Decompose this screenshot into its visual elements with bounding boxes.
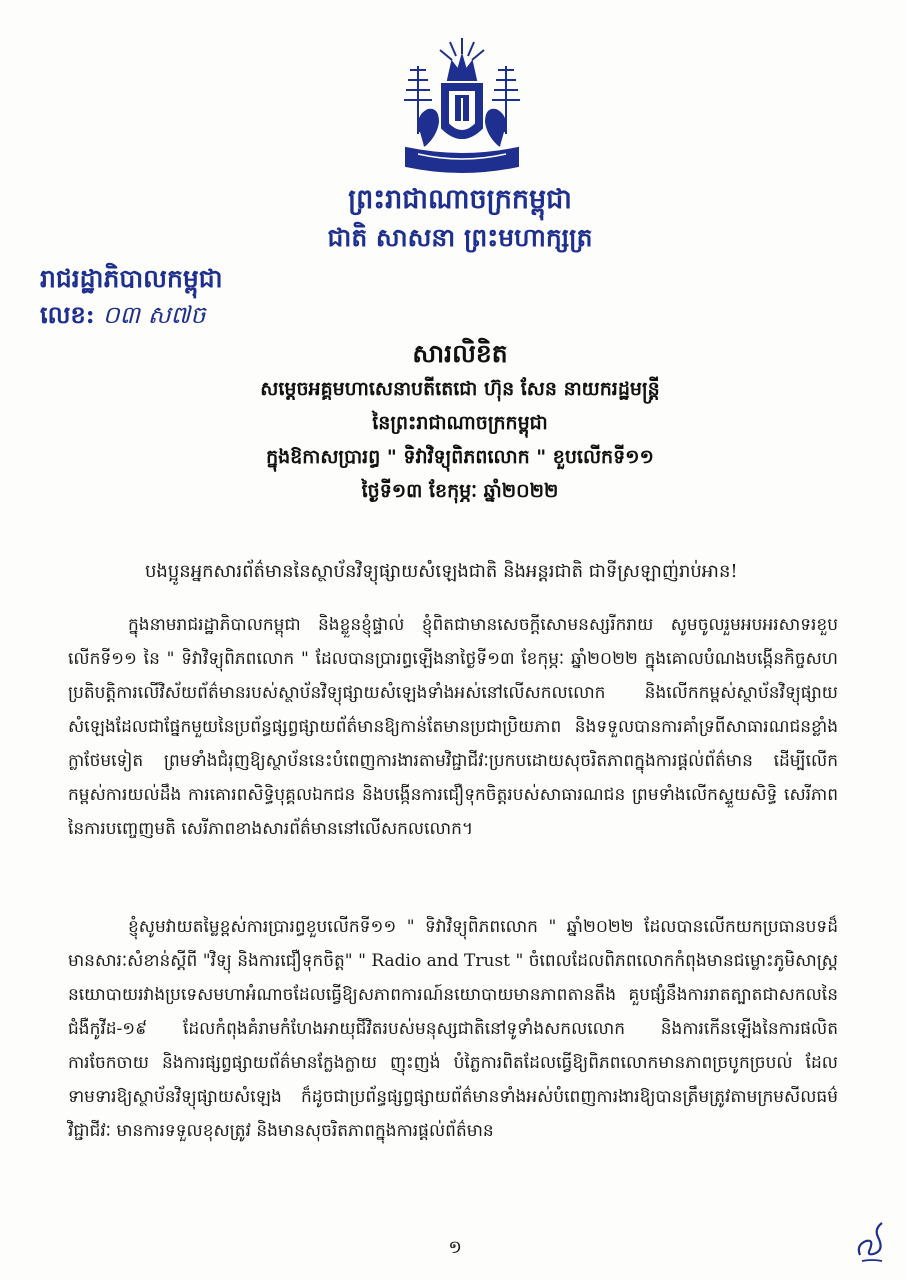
body-paragraph-2 xyxy=(68,910,838,1148)
handwritten-initials-icon xyxy=(852,1215,892,1265)
royal-coat-of-arms-icon xyxy=(398,36,526,178)
kingdom-heading: ព្រះរាជាណាចក្រកម្ពុជា xyxy=(348,184,572,215)
body-paragraph-1 xyxy=(68,608,838,846)
reference-number-label: លេខ: xyxy=(40,300,95,329)
document-title-occasion: ក្នុងឱកាសប្រារព្ធ " ទិវាវិទ្យុពិភពលោក " ខួបលើកទី១១ xyxy=(266,446,654,468)
salutation: បងប្អូនអ្នកសារព័ត៌មាននៃស្ថាប័នវិទ្យុផ្សាយសំឡេងជាតិ និងអន្តរជាតិ ជាទីស្រឡាញ់រាប់អាន! xyxy=(145,561,738,582)
document-title-kingdom: នៃព្រះរាជាណាចក្រកម្ពុជា xyxy=(372,412,548,434)
reference-number xyxy=(40,300,205,330)
document-title-date: ថ្ងៃទី១៣ ខែកុម្ភៈ ឆ្នាំ២០២២ xyxy=(361,480,559,502)
document-title: សារលិខិត xyxy=(412,339,508,368)
document-title-author: សម្តេចអគ្គមហាសេនាបតីតេជោ ហ៊ុន សែន នាយករដ្ឋមន្ត្រី xyxy=(260,378,660,400)
national-motto: ជាតិ សាសនា ព្រះមហាក្សត្រ xyxy=(327,223,593,252)
reference-number-value: ០៣ ស៧ច xyxy=(102,301,206,329)
sender-government-name: រាជរដ្ឋាភិបាលកម្ពុជា xyxy=(40,264,223,293)
paragraph-text: ខ្ញុំសូមវាយតម្លៃខ្ពស់ការប្រារព្ធខួបលើកទី១១ " ទិវាវិទ្យុពិភពលោក " ឆ្នាំ២០២២ ដែលបានលើកយកប្រធានបទដ៏មានសារៈសំខាន់ស្តីពី "វិទ្យុ និងការជឿទុកចិត្ត" " Radio and Trust " ចំពេលដែលពិភពលោកកំពុងមានជម្លោះភូមិសាស្ត្រនយោបាយរវាងប្រទេសមហាអំណាចដែលធ្វើឱ្យសភាពការណ៍នយោបាយមានភាពតានតឹង គួបផ្សំនឹងការរាតត្បាតជាសកលនៃជំងឺកូវីដ-១៩ ដែលកំពុងគំរាមកំហែងអាយុជីវិតរបស់មនុស្សជាតិនៅទូទាំងសកលលោក និងការកើនឡើងនៃការផលិត ការចែកចាយ និងការផ្សព្វផ្សាយព័ត៌មានក្លែងក្លាយ ញុះញង់ បំភ្លៃការពិតដែលធ្វើឱ្យពិភពលោកមានភាពច្របូកច្របល់ ដែលទាមទារឱ្យស្ថាប័នវិទ្យុផ្សាយសំឡេង ក៏ដូចជាប្រព័ន្ធផ្សព្វផ្សាយព័ត៌មានទាំងអស់បំពេញការងារឱ្យបានត្រឹមត្រូវតាមក្រមសីលធម៌ វិជ្ជាជីវៈ មានការទទួលខុសត្រូវ និងមានសុចរិតភាពក្នុងការផ្តល់ព័ត៌មាន xyxy=(68,917,838,1141)
page-number: ១ xyxy=(448,1237,462,1258)
paragraph-text: ក្នុងនាមរាជរដ្ឋាភិបាលកម្ពុជា និងខ្លួនខ្ញុំផ្ទាល់ ខ្ញុំពិតជាមានសេចក្តីសោមនស្សរីករាយ សូមចូលរួមអបអរសាទរខួបលើកទី១១ នៃ " ទិវាវិទ្យុពិភពលោក " ដែលបានប្រារព្ធឡើងនាថ្ងៃទី១៣ ខែកុម្ភៈ ឆ្នាំ២០២២ ក្នុងគោលបំណងបង្កើនកិច្ចសហប្រតិបត្តិការលើវិស័យព័ត៌មានរបស់ស្ថាប័នវិទ្យុផ្សាយសំឡេងទាំងអស់នៅលើសកលលោក និងលើកកម្ពស់ស្ថាប័នវិទ្យុផ្សាយសំឡេងដែលជាផ្នែកមួយនៃប្រព័ន្ធផ្សព្វផ្សាយព័ត៌មានឱ្យកាន់តែមានប្រជាប្រិយភាព និងទទួលបានការគាំទ្រពីសាធារណជនខ្លាំងក្លាថែមទៀត ព្រមទាំងជំរុញឱ្យស្ថាប័ននេះបំពេញការងារតាមវិជ្ជាជីវៈប្រកបដោយសុចរិតភាពក្នុងការផ្តល់ព័ត៌មាន ដើម្បីលើកកម្ពស់ការយល់ដឹង ការគោរពសិទ្ធិបុគ្គលឯកជន និងបង្កើនការជឿទុកចិត្តរបស់សាធារណជន ព្រមទាំងលើកស្ទួយសិទ្ធិ សេរីភាពនៃការបញ្ចេញមតិ សេរីភាពខាងសារព័ត៌មាននៅលើសកលលោក។ xyxy=(68,615,838,839)
document-title-block xyxy=(110,336,810,508)
